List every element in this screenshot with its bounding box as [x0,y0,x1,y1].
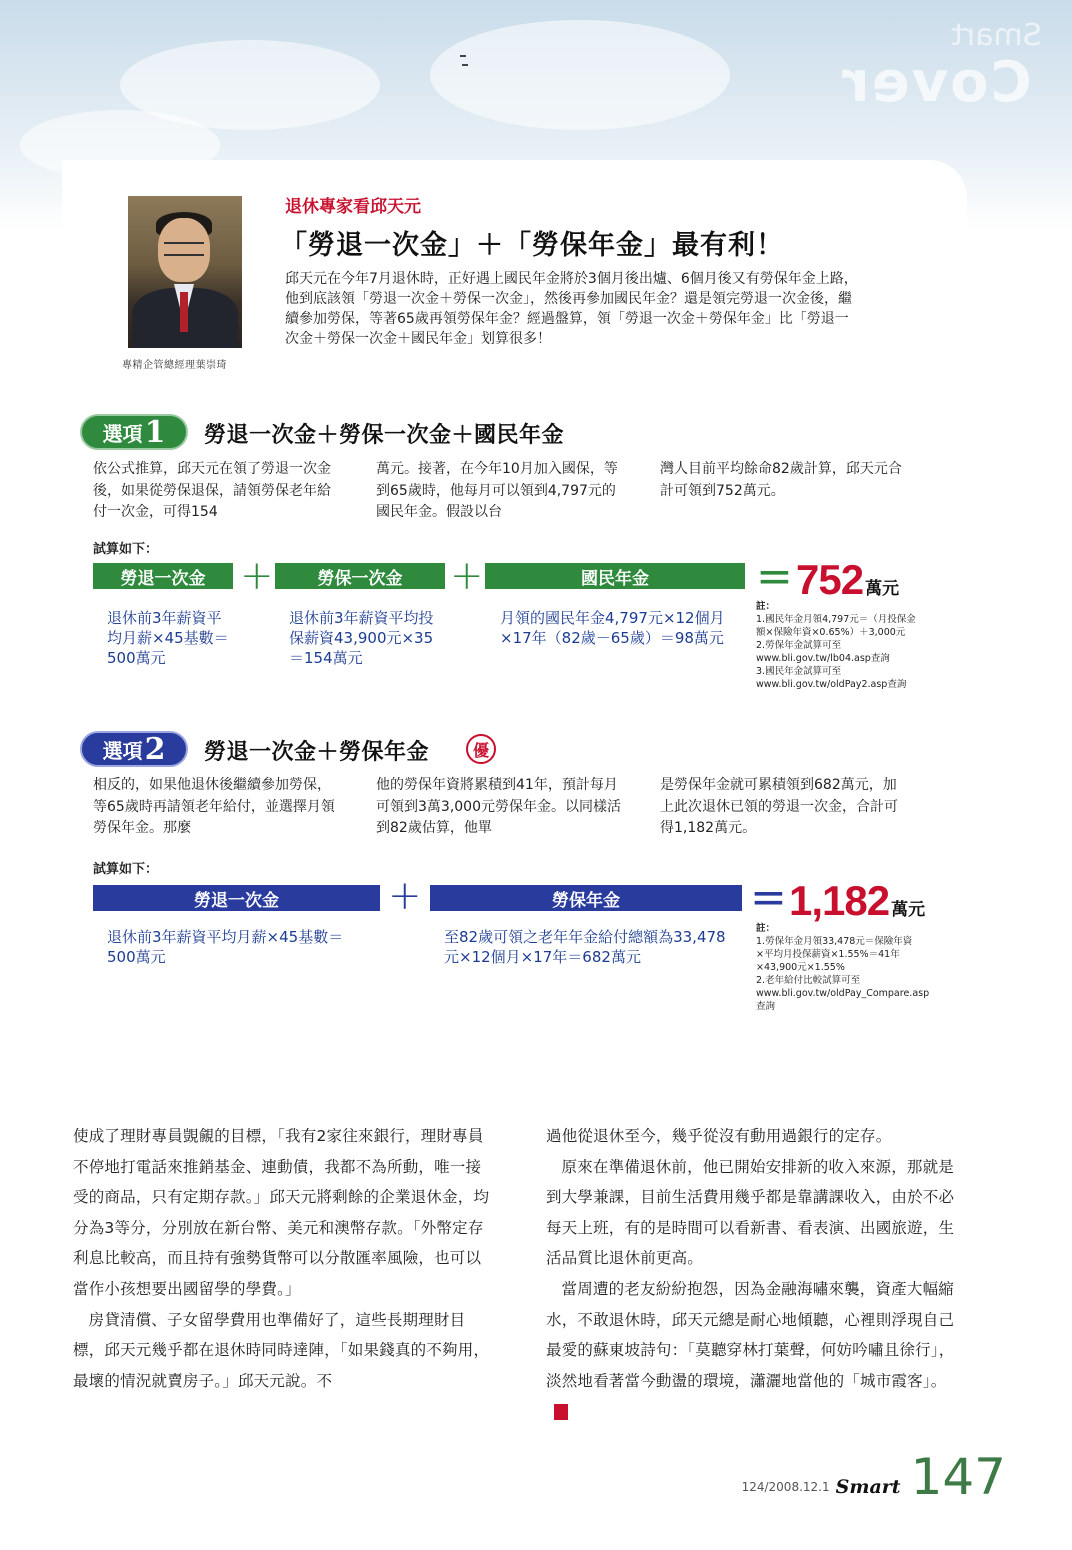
body-paragraph [546,1274,964,1427]
option1-note: 3.國民年金試算可至www.bli.gov.tw/oldPay2.asp查詢 [756,666,907,690]
option1-trial-label: 試算如下： [93,542,159,557]
body-paragraph-text: 當周遭的老友紛紛抱怨，因為金融海嘯來襲，資產大幅縮水，不敢退休時，邱天元總是耐心地傾聽，心裡則浮現自己最愛的蘇東坡詩句：「莫聽穿林打葉聲，何妨吟嘯且徐行」，淡然地看著當今動盪的環境，瀟灑地當他的「城市霞客」。 [546,1279,955,1390]
option1-item2-detail: 退休前3年薪資平均投保薪資43,900元×35＝154萬元 [289,609,434,667]
portrait-photo [128,196,242,348]
feature-kicker: 退休專家看邱天元 [285,197,421,217]
end-mark-icon: S [554,1404,568,1420]
option2-item2-label: 勞保年金 [430,885,742,911]
option2-notes [756,922,930,1013]
cloud-shape [430,20,730,130]
option1-paragraph-col2: 萬元。接著，在今年10月加入國保，等到65歲時，他每月可以領到4,797元的國民年金。假設以台 [376,461,618,520]
option2-notes-title: 註： [756,923,776,934]
portrait-tie [180,292,188,332]
body-right-column [546,1121,964,1427]
option1-note: 2.勞保年金試算可至www.bli.gov.tw/lb04.asp查詢 [756,640,890,664]
option1-total [796,556,899,604]
photo-caption: 專精企管總經理葉崇琦 [122,360,227,371]
body-paragraph: 過他從退休至今，幾乎從沒有動用過銀行的定存。 [546,1127,892,1145]
option1-item1-label: 勞退一次金 [93,563,233,589]
option2-paragraph-col2: 他的勞保年資將累積到41年，預計每月可領到3萬3,000元勞保年金。以同樣活到82歲估算，他單 [376,777,621,836]
option1-item3-detail: 月領的國民年金4,797元×12個月×17年（82歲－65歲）＝98萬元 [500,609,725,647]
option2-item2-detail: 至82歲可領之老年年金給付總額為33,478元×12個月×17年＝682萬元 [444,928,726,966]
plus-icon: + [388,873,422,919]
body-paragraph: 房貸清償、子女留學費用也準備好了，這些長期理財目標，邱天元幾乎都在退休時同時達陣，「如果錢真的不夠用，最壞的情況就賣房子。」邱天元說。不 [73,1310,490,1390]
equals-icon: = [750,872,787,923]
plus-icon: + [240,553,274,599]
page-footer [741,1448,1006,1506]
option2-badge-number: 2 [144,731,166,767]
plus-icon: + [450,553,484,599]
option1-total-unit: 萬元 [865,579,900,598]
option2-note: 1.勞保年金月領33,478元＝保險年資×平均月投保薪資×1.55%＝41年×43,900元×1.55% [756,936,913,973]
option2-note: 2.老年給付比較試算可至www.bli.gov.tw/oldPay_Compare.asp查詢 [756,975,930,1012]
body-paragraph: 使成了理財專員覬覦的目標，「我有2家往來銀行，理財專員不停地打電話來推銷基金、連動債，我都不為所動，唯一接受的商品，只有定期存款。」邱天元將剩餘的企業退休金，均分為3等分，分別放在新台幣、美元和澳幣存款。「外幣定存利息比較高，而且持有強勢貨幣可以分散匯率風險，也可以當作小孩想要出國留學的學費。」 [73,1127,490,1298]
portrait-glasses [164,242,204,256]
body-left-column [73,1121,491,1396]
background-brand-text: Smart [951,18,1042,53]
print-mark [460,55,466,57]
option1-notes [756,600,916,691]
page-number: 147 [910,1448,1006,1506]
option2-total-unit: 萬元 [891,900,926,919]
magazine-brand: Smart [835,1476,901,1498]
option2-total-value: 1,182 [789,877,890,924]
option2-total [789,877,925,925]
option1-title: 勞退一次金＋勞保一次金＋國民年金 [204,422,565,448]
option2-item1-detail: 退休前3年薪資平均月薪×45基數＝500萬元 [107,928,344,966]
option1-item3-label: 國民年金 [485,563,745,589]
feature-intro: 邱天元在今年7月退休時，正好遇上國民年金將於3個月後出爐、6個月後又有勞保年金上路，他到底該領「勞退一次金＋勞保一次金」，然後再參加國民年金？還是領完勞退一次金後，繼續參加勞保，等著65歲再領勞保年金？經過盤算，領「勞退一次金＋勞保年金」比「勞退一次金＋勞保一次金＋國民年金」划算很多！ [285,271,858,347]
option2-badge [80,731,188,767]
option2-paragraph-col1: 相反的，如果他退休後繼續參加勞保，等65歲時再請領老年給付，並選擇月領勞保年金。那麼 [93,777,335,836]
option2-badge-word: 選項 [102,738,143,763]
option1-paragraph-col1: 依公式推算，邱天元在領了勞退一次金後，如果從勞保退保，請領勞保老年給付一次金，可得154 [93,461,331,520]
feature-headline: 「勞退一次金」＋「勞保年金」最有利！ [280,230,784,261]
option1-total-value: 752 [796,556,864,603]
option2-trial-label: 試算如下： [93,862,159,877]
option1-badge-word: 選項 [102,421,143,446]
option2-item1-label: 勞退一次金 [93,885,380,911]
option2-title: 勞退一次金＋勞保年金 [204,739,430,765]
best-choice-mark: 優 [466,734,496,764]
issue-date: 124/2008.12.1 [741,1480,830,1494]
background-cover-text: Cover [840,50,1032,115]
body-paragraph: 原來在準備退休前，他已開始安排新的收入來源，那就是到大學兼課，目前生活費用幾乎都是靠講課收入，由於不必每天上班，有的是時間可以看新書、看表演、出國旅遊，生活品質比退休前更高。 [546,1157,955,1268]
print-mark [462,64,468,66]
option1-note: 1.國民年金月領4,797元＝（月投保金額×保險年資×0.65%）＋3,000元 [756,614,916,638]
option1-paragraph-col3: 灣人目前平均餘命82歲計算，邱天元合計可領到752萬元。 [660,461,902,499]
option1-item1-detail: 退休前3年薪資平均月薪×45基數＝500萬元 [107,609,229,667]
option1-badge [80,414,188,450]
option1-badge-number: 1 [144,414,166,450]
option2-paragraph-col3: 是勞保年金就可累積領到682萬元，加上此次退休已領的勞退一次金，合計可得1,182萬元。 [660,777,898,836]
option1-item2-label: 勞保一次金 [275,563,445,589]
equals-icon: = [756,551,793,602]
option1-notes-title: 註： [756,601,776,612]
